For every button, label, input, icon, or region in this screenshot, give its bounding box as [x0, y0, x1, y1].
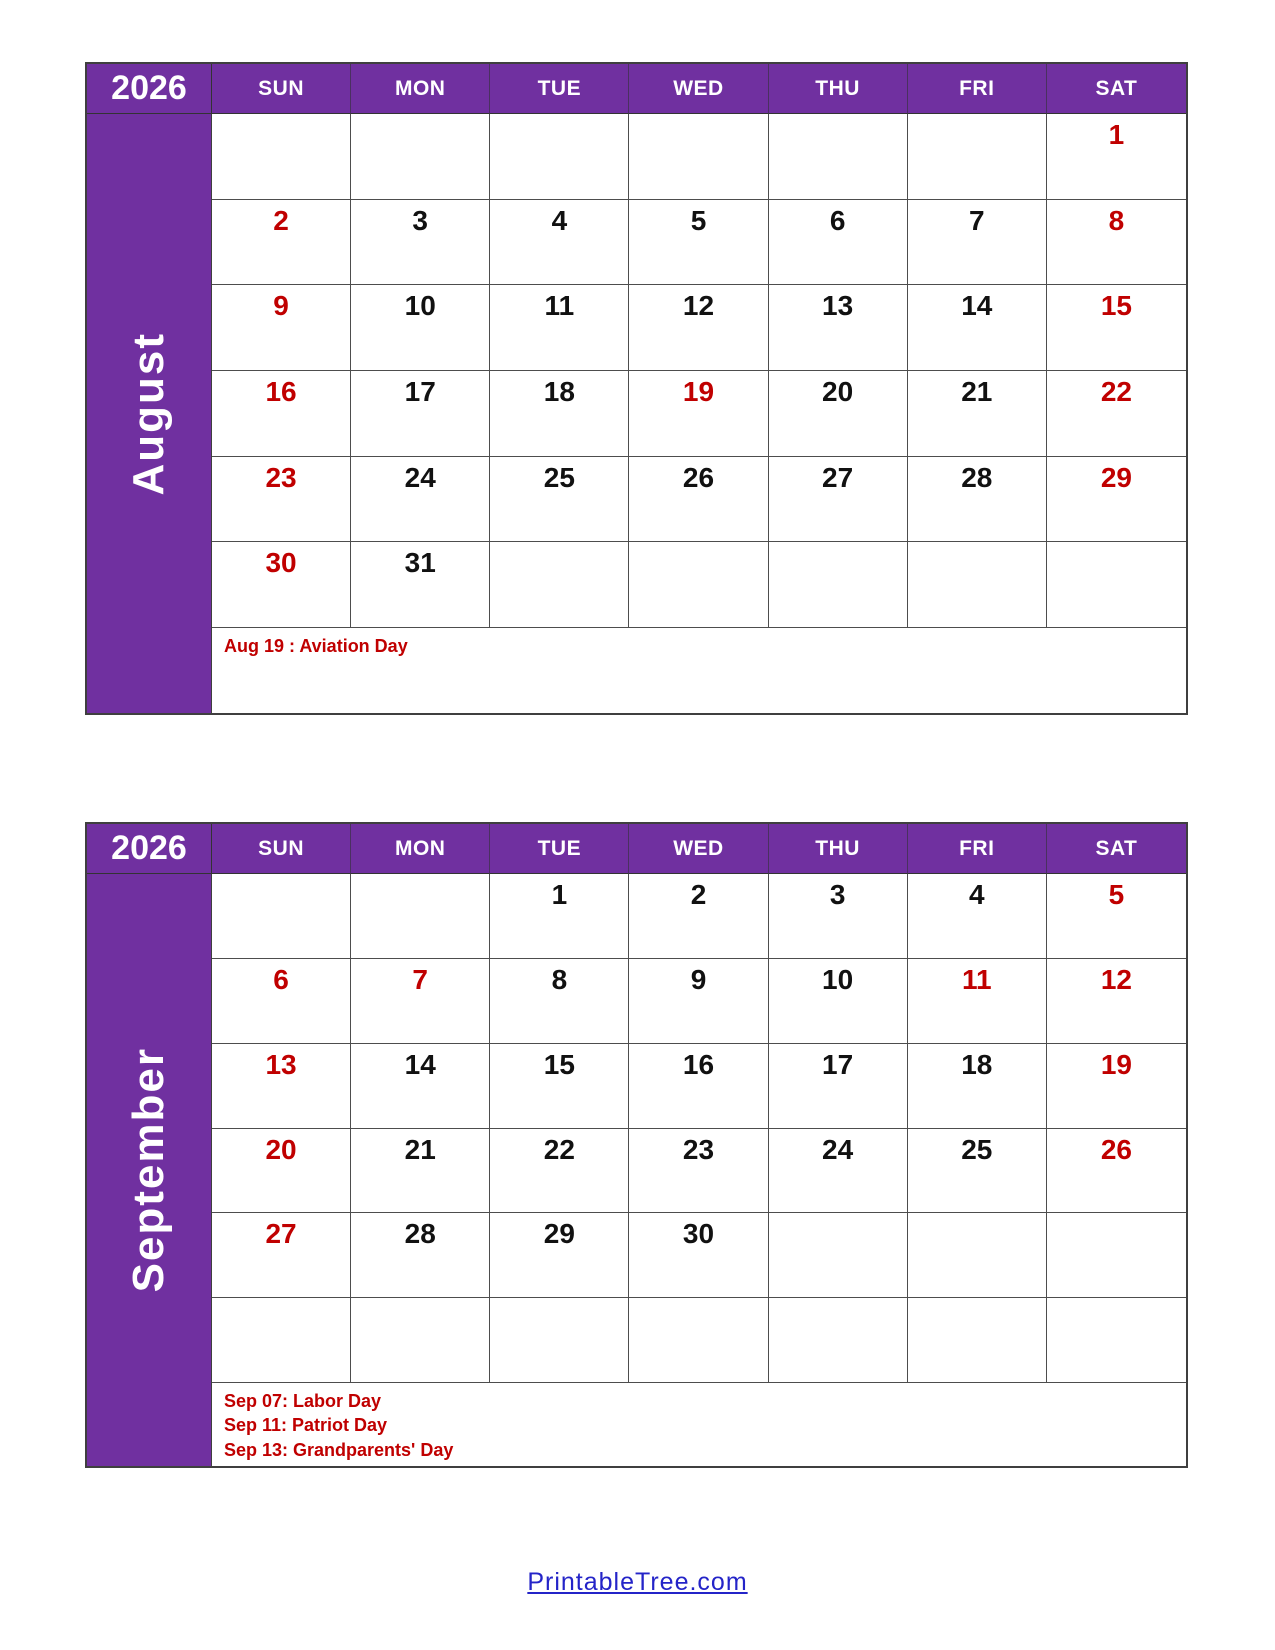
holiday-note: Aug 19 : Aviation Day — [224, 635, 408, 656]
date-cell-empty — [908, 1298, 1047, 1383]
date-cell-27: 27 — [212, 1213, 351, 1298]
date-cell-12: 12 — [629, 285, 768, 371]
date-cell-18: 18 — [908, 1044, 1047, 1129]
page-footer — [0, 1568, 1275, 1597]
date-cell-empty — [908, 542, 1047, 628]
month-name: August — [124, 331, 173, 496]
date-cell-21: 21 — [351, 1129, 490, 1214]
holiday-note: Sep 07: Labor Day — [224, 1391, 382, 1411]
date-cell-19: 19 — [629, 371, 768, 457]
date-cell-4: 4 — [908, 874, 1047, 959]
date-cell-17: 17 — [769, 1044, 908, 1129]
date-cell-27: 27 — [769, 457, 908, 543]
date-cell-empty — [908, 1213, 1047, 1298]
holiday-note: Sep 11: Patriot Day — [224, 1415, 388, 1436]
date-cell-empty — [629, 1298, 768, 1383]
date-cell-25: 25 — [490, 457, 629, 543]
printabletree-link[interactable]: PrintableTree.com — [527, 1568, 748, 1596]
date-cell-8: 8 — [490, 959, 629, 1044]
date-cell-empty — [769, 1213, 908, 1298]
date-cell-20: 20 — [769, 371, 908, 457]
date-cell-empty — [1047, 1298, 1186, 1383]
date-cell-22: 22 — [490, 1129, 629, 1214]
weekday-header-thu: THU — [769, 64, 908, 114]
weekday-header-fri: FRI — [908, 824, 1047, 874]
date-cell-16: 16 — [629, 1044, 768, 1129]
month-sidebar — [87, 114, 212, 713]
date-cell-15: 15 — [490, 1044, 629, 1129]
date-cell-18: 18 — [490, 371, 629, 457]
date-cell-14: 14 — [351, 1044, 490, 1129]
date-cell-empty — [212, 1298, 351, 1383]
date-cell-20: 20 — [212, 1129, 351, 1214]
date-cell-empty — [212, 114, 351, 200]
date-cell-19: 19 — [1047, 1044, 1186, 1129]
date-cell-empty — [351, 874, 490, 959]
date-cell-31: 31 — [351, 542, 490, 628]
date-cell-29: 29 — [490, 1213, 629, 1298]
weekday-header-wed: WED — [629, 64, 768, 114]
date-cell-28: 28 — [908, 457, 1047, 543]
date-cell-empty — [629, 542, 768, 628]
date-cell-16: 16 — [212, 371, 351, 457]
date-cell-30: 30 — [212, 542, 351, 628]
date-cell-empty — [490, 542, 629, 628]
date-cell-13: 13 — [212, 1044, 351, 1129]
date-cell-12: 12 — [1047, 959, 1186, 1044]
weekday-header-tue: TUE — [490, 64, 629, 114]
date-cell-29: 29 — [1047, 457, 1186, 543]
weekday-header-sun: SUN — [212, 64, 351, 114]
date-cell-empty — [908, 114, 1047, 200]
date-cell-17: 17 — [351, 371, 490, 457]
date-cell-23: 23 — [629, 1129, 768, 1214]
date-cell-empty — [1047, 542, 1186, 628]
date-cell-11: 11 — [490, 285, 629, 371]
date-cell-28: 28 — [351, 1213, 490, 1298]
date-cell-23: 23 — [212, 457, 351, 543]
date-cell-2: 2 — [629, 874, 768, 959]
date-cell-13: 13 — [769, 285, 908, 371]
date-cell-empty — [351, 1298, 490, 1383]
date-cell-1: 1 — [1047, 114, 1186, 200]
weekday-header-mon: MON — [351, 64, 490, 114]
date-cell-empty — [490, 1298, 629, 1383]
date-cell-10: 10 — [351, 285, 490, 371]
date-cell-2: 2 — [212, 200, 351, 286]
weekday-header-tue: TUE — [490, 824, 629, 874]
date-cell-empty — [351, 114, 490, 200]
year-label: 2026 — [87, 824, 212, 874]
weekday-header-sun: SUN — [212, 824, 351, 874]
month-sidebar — [87, 874, 212, 1466]
date-cell-6: 6 — [212, 959, 351, 1044]
date-cell-14: 14 — [908, 285, 1047, 371]
date-cell-3: 3 — [769, 874, 908, 959]
holiday-notes — [212, 628, 1186, 713]
weekday-header-fri: FRI — [908, 64, 1047, 114]
date-cell-26: 26 — [629, 457, 768, 543]
weekday-header-wed: WED — [629, 824, 768, 874]
date-cell-9: 9 — [212, 285, 351, 371]
date-cell-empty — [769, 542, 908, 628]
date-cell-7: 7 — [351, 959, 490, 1044]
date-cell-empty — [212, 874, 351, 959]
date-cell-6: 6 — [769, 200, 908, 286]
date-cell-5: 5 — [629, 200, 768, 286]
date-cell-1: 1 — [490, 874, 629, 959]
date-cell-9: 9 — [629, 959, 768, 1044]
date-cell-7: 7 — [908, 200, 1047, 286]
date-cell-10: 10 — [769, 959, 908, 1044]
month-name: September — [124, 1047, 173, 1293]
date-cell-3: 3 — [351, 200, 490, 286]
date-cell-15: 15 — [1047, 285, 1186, 371]
date-cell-empty — [769, 114, 908, 200]
date-cell-22: 22 — [1047, 371, 1186, 457]
date-cell-30: 30 — [629, 1213, 768, 1298]
calendar-september-2026 — [85, 822, 1188, 1468]
date-cell-8: 8 — [1047, 200, 1186, 286]
weekday-header-sat: SAT — [1047, 824, 1186, 874]
calendar-august-2026 — [85, 62, 1188, 715]
weekday-header-sat: SAT — [1047, 64, 1186, 114]
date-cell-empty — [490, 114, 629, 200]
holiday-note: Sep 13: Grandparents' Day — [224, 1439, 454, 1460]
date-cell-21: 21 — [908, 371, 1047, 457]
weekday-header-mon: MON — [351, 824, 490, 874]
date-cell-24: 24 — [769, 1129, 908, 1214]
holiday-notes — [212, 1383, 1186, 1466]
date-cell-11: 11 — [908, 959, 1047, 1044]
date-cell-5: 5 — [1047, 874, 1186, 959]
date-cell-empty — [1047, 1213, 1186, 1298]
date-cell-26: 26 — [1047, 1129, 1186, 1214]
date-cell-4: 4 — [490, 200, 629, 286]
weekday-header-thu: THU — [769, 824, 908, 874]
date-cell-24: 24 — [351, 457, 490, 543]
date-cell-empty — [629, 114, 768, 200]
date-cell-25: 25 — [908, 1129, 1047, 1214]
date-cell-empty — [769, 1298, 908, 1383]
year-label: 2026 — [87, 64, 212, 114]
